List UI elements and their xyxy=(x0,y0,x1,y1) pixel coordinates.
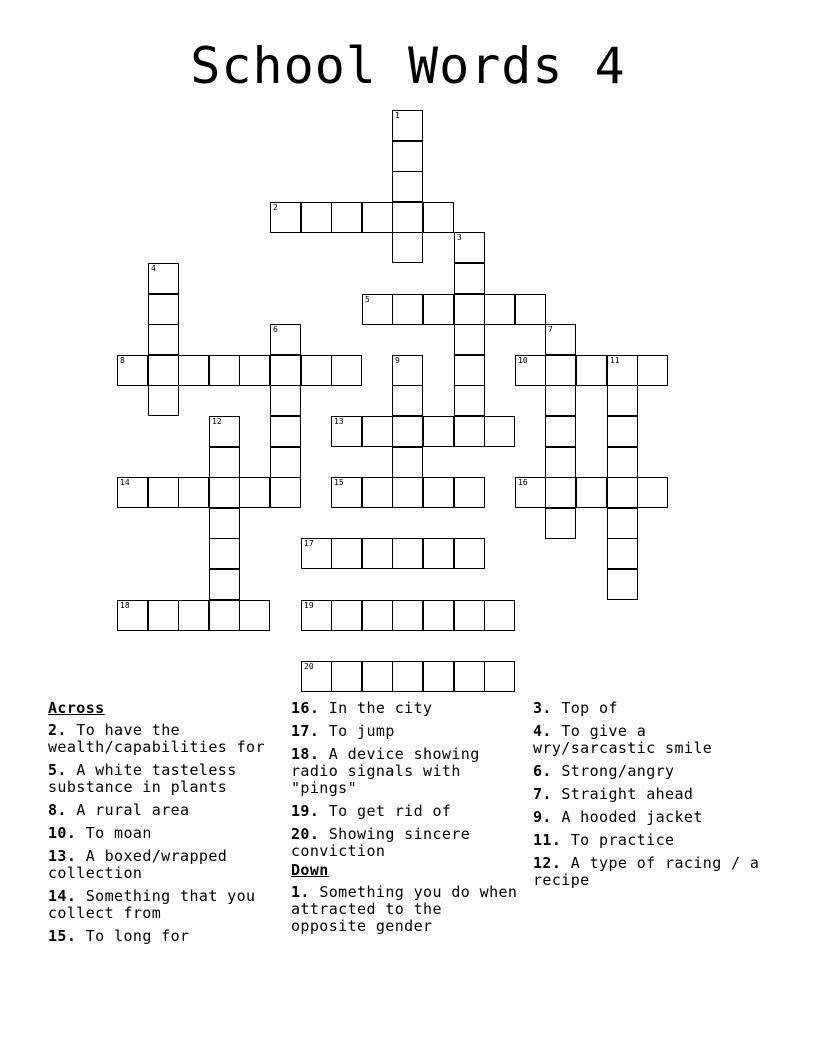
grid-cell[interactable] xyxy=(270,416,301,447)
clue-across-10: 10. To moan xyxy=(48,824,152,842)
grid-cell[interactable] xyxy=(392,110,423,141)
cell-number: 16 xyxy=(518,478,528,487)
grid-cell[interactable] xyxy=(423,416,454,447)
cell-number: 4 xyxy=(151,264,156,273)
grid-cell[interactable] xyxy=(607,477,638,508)
clue-across-20: 20. Showing sincere conviction xyxy=(291,825,471,860)
grid-cell[interactable] xyxy=(362,202,393,233)
grid-cell[interactable] xyxy=(392,385,423,416)
grid-cell[interactable] xyxy=(607,355,638,386)
grid-cell[interactable] xyxy=(607,508,638,539)
grid-cell[interactable] xyxy=(392,447,423,478)
grid-cell[interactable] xyxy=(239,600,270,631)
cell-number: 18 xyxy=(120,601,130,610)
grid-cell[interactable] xyxy=(117,600,148,631)
grid-cell[interactable] xyxy=(484,416,515,447)
grid-cell[interactable] xyxy=(484,294,515,325)
grid-cell[interactable] xyxy=(209,538,240,569)
grid-cell[interactable] xyxy=(331,416,362,447)
across-heading: Across xyxy=(48,699,105,717)
clue-down-12: 12. A type of racing / a recipe xyxy=(533,854,760,889)
grid-cell[interactable] xyxy=(392,141,423,172)
clue-across-19: 19. To get rid of xyxy=(291,802,452,820)
grid-cell[interactable] xyxy=(301,355,332,386)
grid-cell[interactable] xyxy=(331,477,362,508)
grid-cell[interactable] xyxy=(515,294,546,325)
cell-number: 10 xyxy=(518,356,528,365)
clue-across-15: 15. To long for xyxy=(48,927,190,945)
clue-down-9: 9. A hooded jacket xyxy=(533,808,703,826)
grid-cell[interactable] xyxy=(423,202,454,233)
grid-cell[interactable] xyxy=(209,416,240,447)
grid-cell[interactable] xyxy=(270,447,301,478)
puzzle-title: School Words 4 xyxy=(190,37,626,95)
grid-cell[interactable] xyxy=(331,600,362,631)
grid-cell[interactable] xyxy=(301,600,332,631)
grid-cell[interactable] xyxy=(362,600,393,631)
grid-cell[interactable] xyxy=(545,508,576,539)
grid-cell[interactable] xyxy=(148,324,179,355)
grid-cell[interactable] xyxy=(178,600,209,631)
grid-cell[interactable] xyxy=(454,661,485,692)
grid-cell[interactable] xyxy=(392,600,423,631)
grid-cell[interactable] xyxy=(270,202,301,233)
clue-across-5: 5. A white tasteless substance in plants xyxy=(48,761,237,796)
clue-across-8: 8. A rural area xyxy=(48,801,190,819)
grid-cell[interactable] xyxy=(454,263,485,294)
grid-cell[interactable] xyxy=(392,232,423,263)
grid-cell[interactable] xyxy=(362,294,393,325)
grid-cell[interactable] xyxy=(178,477,209,508)
cell-number: 7 xyxy=(548,325,553,334)
grid-cell[interactable] xyxy=(148,263,179,294)
grid-cell[interactable] xyxy=(331,661,362,692)
cell-number: 11 xyxy=(610,356,620,365)
clue-column-3 xyxy=(533,700,773,895)
grid-cell[interactable] xyxy=(545,416,576,447)
cell-number: 5 xyxy=(365,295,370,304)
grid-cell[interactable] xyxy=(454,538,485,569)
grid-cell[interactable] xyxy=(576,355,607,386)
grid-cell[interactable] xyxy=(209,508,240,539)
clue-down-7: 7. Straight ahead xyxy=(533,785,694,803)
cell-number: 2 xyxy=(273,203,278,212)
grid-cell[interactable] xyxy=(423,538,454,569)
grid-cell[interactable] xyxy=(454,416,485,447)
clue-across-14: 14. Something that you collect from xyxy=(48,887,256,922)
cell-number: 14 xyxy=(120,478,130,487)
grid-cell[interactable] xyxy=(423,294,454,325)
grid-cell[interactable] xyxy=(392,477,423,508)
grid-cell[interactable] xyxy=(301,661,332,692)
grid-cell[interactable] xyxy=(392,202,423,233)
cell-number: 8 xyxy=(120,356,125,365)
grid-cell[interactable] xyxy=(607,447,638,478)
grid-cell[interactable] xyxy=(362,661,393,692)
grid-cell[interactable] xyxy=(454,385,485,416)
grid-cell[interactable] xyxy=(331,202,362,233)
grid-cell[interactable] xyxy=(515,355,546,386)
grid-cell[interactable] xyxy=(362,538,393,569)
grid-cell[interactable] xyxy=(239,355,270,386)
grid-cell[interactable] xyxy=(392,661,423,692)
grid-cell[interactable] xyxy=(637,355,668,386)
grid-cell[interactable] xyxy=(607,385,638,416)
grid-cell[interactable] xyxy=(484,661,515,692)
clue-down-3: 3. Top of xyxy=(533,699,618,717)
grid-cell[interactable] xyxy=(576,477,607,508)
grid-cell[interactable] xyxy=(148,477,179,508)
clue-column-1 xyxy=(48,700,283,951)
clue-column-2 xyxy=(291,700,526,941)
clue-across-13: 13. A boxed/wrapped collection xyxy=(48,847,228,882)
clue-across-2: 2. To have the wealth/capabilities for xyxy=(48,721,265,756)
grid-cell[interactable] xyxy=(270,385,301,416)
clue-across-16: 16. In the city xyxy=(291,699,433,717)
grid-cell[interactable] xyxy=(270,324,301,355)
cell-number: 9 xyxy=(395,356,400,365)
grid-cell[interactable] xyxy=(607,569,638,600)
grid-cell[interactable] xyxy=(423,477,454,508)
down-heading: Down xyxy=(291,861,329,879)
grid-cell[interactable] xyxy=(270,355,301,386)
grid-cell[interactable] xyxy=(392,538,423,569)
grid-cell[interactable] xyxy=(148,355,179,386)
grid-cell[interactable] xyxy=(209,569,240,600)
grid-cell[interactable] xyxy=(301,538,332,569)
grid-cell[interactable] xyxy=(607,538,638,569)
grid-cell[interactable] xyxy=(148,294,179,325)
cell-number: 13 xyxy=(334,417,344,426)
grid-cell[interactable] xyxy=(178,355,209,386)
grid-cell[interactable] xyxy=(515,477,546,508)
clue-down-4: 4. To give a wry/sarcastic smile xyxy=(533,722,713,757)
grid-cell[interactable] xyxy=(454,600,485,631)
grid-cell[interactable] xyxy=(545,477,576,508)
grid-cell[interactable] xyxy=(454,294,485,325)
grid-cell[interactable] xyxy=(209,355,240,386)
cell-number: 1 xyxy=(395,111,400,120)
cell-number: 6 xyxy=(273,325,278,334)
grid-cell[interactable] xyxy=(331,355,362,386)
grid-cell[interactable] xyxy=(454,355,485,386)
grid-cell[interactable] xyxy=(117,477,148,508)
cell-number: 3 xyxy=(457,233,462,242)
clue-across-18: 18. A device showing radio signals with "pings" xyxy=(291,745,480,797)
grid-cell[interactable] xyxy=(209,447,240,478)
clue-across-17: 17. To jump xyxy=(291,722,395,740)
grid-cell[interactable] xyxy=(545,324,576,355)
grid-cell[interactable] xyxy=(545,355,576,386)
grid-cell[interactable] xyxy=(148,600,179,631)
cell-number: 15 xyxy=(334,478,344,487)
grid-cell[interactable] xyxy=(545,385,576,416)
grid-cell[interactable] xyxy=(362,416,393,447)
grid-cell[interactable] xyxy=(239,477,270,508)
clue-down-11: 11. To practice xyxy=(533,831,675,849)
cell-number: 19 xyxy=(304,601,314,610)
grid-cell[interactable] xyxy=(423,661,454,692)
grid-cell[interactable] xyxy=(454,232,485,263)
grid-cell[interactable] xyxy=(209,600,240,631)
grid-cell[interactable] xyxy=(454,477,485,508)
grid-cell[interactable] xyxy=(545,447,576,478)
grid-cell[interactable] xyxy=(117,355,148,386)
grid-cell[interactable] xyxy=(423,600,454,631)
grid-cell[interactable] xyxy=(392,171,423,202)
cell-number: 12 xyxy=(212,417,222,426)
grid-cell[interactable] xyxy=(209,477,240,508)
grid-cell[interactable] xyxy=(392,416,423,447)
grid-cell[interactable] xyxy=(484,600,515,631)
grid-cell[interactable] xyxy=(331,538,362,569)
grid-cell[interactable] xyxy=(270,477,301,508)
grid-cell[interactable] xyxy=(301,202,332,233)
grid-cell[interactable] xyxy=(392,294,423,325)
grid-cell[interactable] xyxy=(607,416,638,447)
cell-number: 17 xyxy=(304,539,314,548)
grid-cell[interactable] xyxy=(454,324,485,355)
clue-down-6: 6. Strong/angry xyxy=(533,762,675,780)
cell-number: 20 xyxy=(304,662,314,671)
grid-cell[interactable] xyxy=(148,385,179,416)
grid-cell[interactable] xyxy=(362,477,393,508)
grid-cell[interactable] xyxy=(637,477,668,508)
grid-cell[interactable] xyxy=(392,355,423,386)
clue-down-1: 1. Something you do when attracted to the opposite gender xyxy=(291,883,518,935)
